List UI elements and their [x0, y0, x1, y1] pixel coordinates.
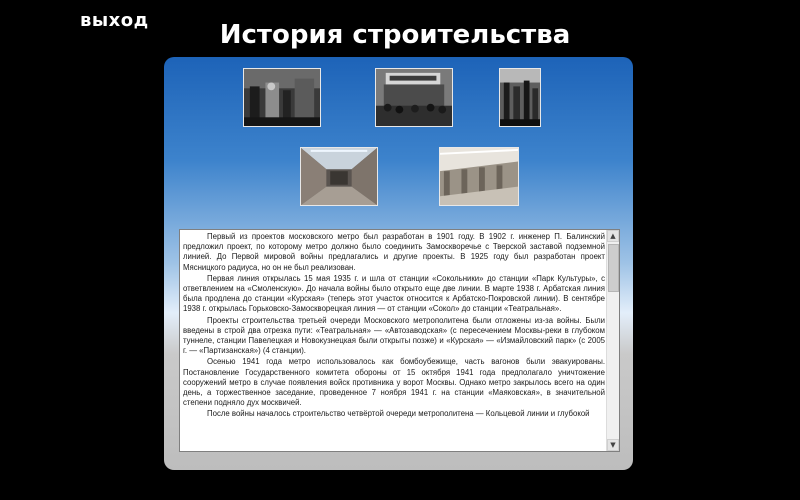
scrollbar-thumb[interactable] — [608, 244, 619, 292]
scroll-down-arrow-icon[interactable]: ▼ — [607, 439, 619, 451]
modern-station-platform-photo[interactable] — [439, 147, 519, 206]
historic-construction-photo[interactable] — [243, 68, 321, 127]
history-text — [183, 232, 605, 449]
paragraph: Проекты строительства третьей очереди Московского метрополитена были отложены из-за войны. Были введены в строй два отрезка пути: «Театральная» — «Автозаводская» (с пересечением Москвы-реки в глубоком туннеле, станции Павелецкая и Новокузнецкая были открыты позже) и «Курская» — «Измайловский парк» (с 2005 г. — «Партизанская») (4 станции). — [183, 315, 605, 356]
page-title: История строительства — [219, 20, 571, 50]
paragraph: Осенью 1941 года метро использовалось как бомбоубежище, часть вагонов были эвакуированы. Постановление Государственного комитета обороны от 15 октября 1941 года предполагало уничтожение сооружений метро в случае появления войск противника у ворот Москвы. Однако метро закрылось всего на один день, а торжественное заседание, проведенное 7 ноября 1941 г. на станции «Маяковская», в значительной степени подняло дух москвичей. — [183, 357, 605, 408]
historic-crowd-photo[interactable] — [499, 68, 541, 127]
vertical-scrollbar[interactable] — [606, 230, 619, 451]
modern-station-hall-photo[interactable] — [300, 147, 378, 206]
content-panel — [164, 57, 633, 470]
paragraph: После войны началось строительство четвёртой очереди метрополитена — Кольцевой линии и глубокой — [207, 409, 590, 419]
exit-link[interactable]: выход — [80, 10, 149, 31]
history-text-box[interactable] — [179, 229, 620, 452]
historic-metro-entrance-photo[interactable] — [375, 68, 453, 127]
paragraph: Первый из проектов московского метро был разработан в 1901 году. В 1902 г. инженер П. Балинский предложил проект, по которому метро должно было соединить Замоскворечье с Тверской заставой подземной линией. До Первой мировой войны предлагались и другие проекты. В 1925 году был разработан проект Мясницкого радиуса, но он не был реализован. — [183, 232, 605, 272]
paragraph: Первая линия открылась 15 мая 1935 г. и шла от станции «Сокольники» до станции «Парк Культуры», с ответвлением на «Смоленскую». До начала войны было открыто еще две линии. В марте 1938 г. Арбатская линия была продлена до станции «Курская» (теперь этот участок относится к Арбатско-Покровской линии). В сентябре 1938 г. открылась Горьковско-Замоскворецкая линия — от станции «Сокол» до станции «Театральная». — [183, 273, 605, 314]
scroll-up-arrow-icon[interactable]: ▲ — [607, 230, 619, 242]
